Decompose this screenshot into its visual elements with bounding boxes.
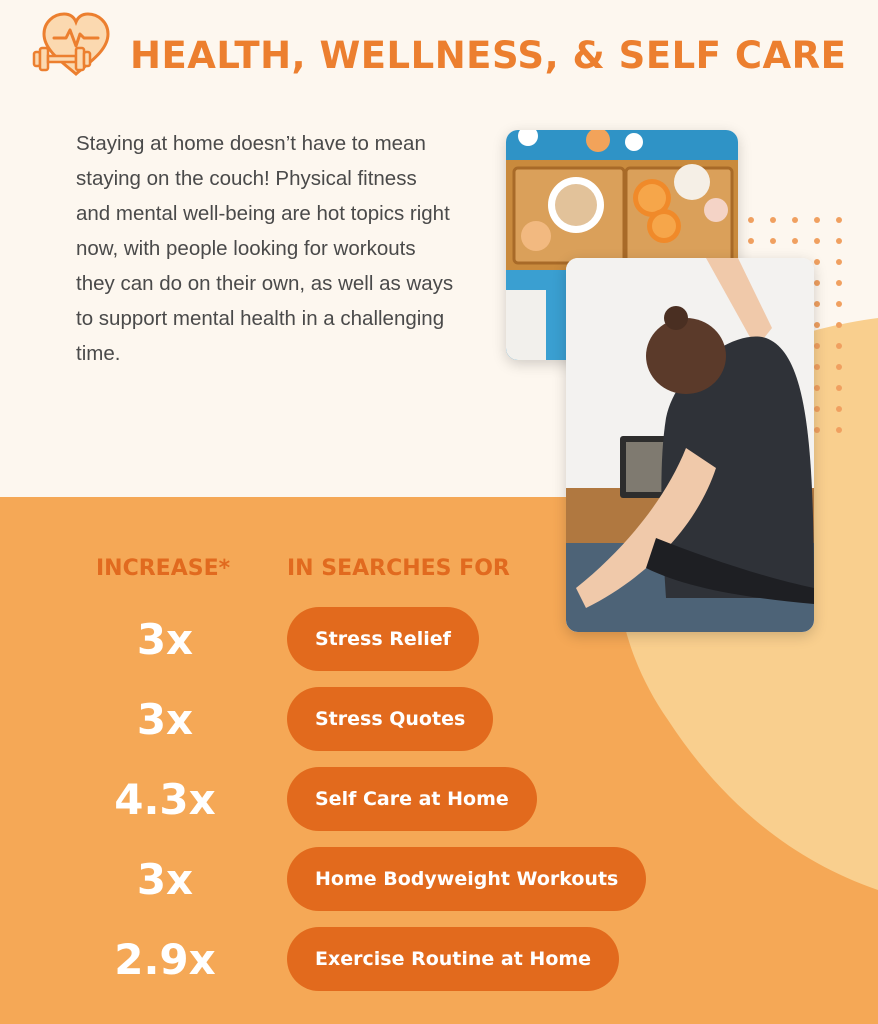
decor-dot [836, 238, 842, 244]
decor-dot [814, 364, 820, 370]
heart-dumbbell-icon [32, 10, 116, 82]
decor-dot [836, 343, 842, 349]
decor-dot [836, 322, 842, 328]
decor-dot [814, 427, 820, 433]
searches-header: IN SEARCHES FOR [287, 556, 510, 581]
header [32, 10, 872, 100]
stat-row [0, 847, 878, 911]
search-term-pill: Home Bodyweight Workouts [287, 847, 646, 911]
increase-multiplier: 3x [136, 695, 194, 744]
decor-dot [814, 343, 820, 349]
decor-dot [836, 280, 842, 286]
decor-dot [836, 427, 842, 433]
stat-row [0, 767, 878, 831]
stat-row [0, 687, 878, 751]
decor-dot [814, 238, 820, 244]
page-title: HEALTH, WELLNESS, & SELF CARE [130, 34, 847, 77]
decor-dot [836, 301, 842, 307]
decor-dot [836, 406, 842, 412]
search-term-pill: Stress Quotes [287, 687, 493, 751]
search-term-pill: Self Care at Home [287, 767, 537, 831]
decor-dot [770, 217, 776, 223]
search-term-pill: Stress Relief [287, 607, 479, 671]
increase-multiplier: 2.9x [114, 935, 216, 984]
decor-dot [792, 217, 798, 223]
decor-dot [814, 322, 820, 328]
intro-paragraph: Staying at home doesn’t have to mean staying on the couch! Physical fitness and mental well-being are hot topics right now, with people looking for workouts they can do on their own, as well as ways to support mental health in a challenging time. [76, 132, 454, 365]
decor-dot [814, 385, 820, 391]
increase-multiplier: 3x [136, 615, 194, 664]
decor-dot [792, 238, 798, 244]
decor-dot [814, 301, 820, 307]
decor-dot [814, 280, 820, 286]
decor-dot [836, 385, 842, 391]
decor-dot [748, 217, 754, 223]
increase-header: INCREASE* [96, 556, 231, 581]
increase-multiplier: 3x [136, 855, 194, 904]
stat-row [0, 607, 878, 671]
decor-dot [814, 406, 820, 412]
decor-dot [748, 238, 754, 244]
increase-multiplier: 4.3x [114, 775, 216, 824]
decor-dot [770, 238, 776, 244]
decor-dot [836, 259, 842, 265]
decor-dot [836, 364, 842, 370]
search-term-pill: Exercise Routine at Home [287, 927, 619, 991]
yoga-stretch-photo [566, 258, 814, 632]
decor-dot [814, 217, 820, 223]
decor-dot [836, 217, 842, 223]
stat-row [0, 927, 878, 991]
decor-dot [814, 259, 820, 265]
